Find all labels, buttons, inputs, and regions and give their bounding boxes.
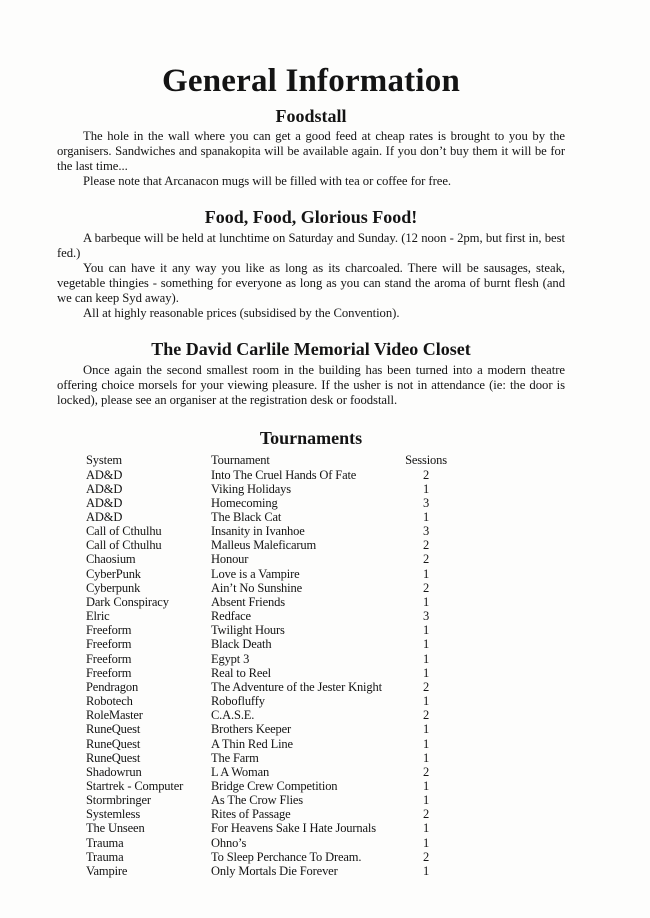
cell-tournament: Honour — [211, 552, 249, 567]
table-row — [57, 496, 565, 510]
table-row — [57, 836, 565, 850]
cell-tournament: Robofluffy — [211, 694, 265, 709]
column-header-system: System — [86, 453, 122, 468]
column-header-sessions: Sessions — [405, 453, 447, 468]
cell-sessions: 2 — [422, 679, 430, 694]
cell-tournament: Only Mortals Die Forever — [211, 863, 338, 878]
table-row — [57, 737, 565, 751]
cell-tournament: Black Death — [211, 637, 272, 652]
table-row — [57, 850, 565, 864]
cell-system: Chaosium — [86, 552, 136, 567]
cell-tournament: To Sleep Perchance To Dream. — [211, 849, 362, 864]
cell-tournament: Bridge Crew Competition — [211, 778, 338, 793]
tournaments-table — [57, 453, 565, 878]
paragraph: You can have it any way you like as long as its charcoaled. There will be sausages, steak, vegetable thingies - something for everyone as long as you can stand the aroma of burnt flesh (and we can keep Syd away). — [57, 261, 565, 306]
cell-sessions: 1 — [422, 750, 430, 765]
cell-system: Call of Cthulhu — [86, 524, 162, 539]
cell-system: Systemless — [86, 807, 141, 822]
cell-sessions: 3 — [422, 524, 430, 539]
cell-sessions: 1 — [422, 863, 430, 878]
table-header-row — [57, 453, 565, 467]
cell-tournament: Insanity in Ivanhoe — [211, 524, 305, 539]
table-row — [57, 468, 565, 482]
table-row — [57, 552, 565, 566]
table-body — [57, 468, 565, 879]
cell-sessions: 1 — [422, 778, 430, 793]
cell-sessions: 3 — [422, 495, 430, 510]
cell-sessions: 1 — [422, 835, 430, 850]
cell-sessions: 3 — [422, 609, 430, 624]
cell-sessions: 2 — [422, 849, 430, 864]
cell-tournament: Absent Friends — [211, 594, 285, 609]
cell-system: Pendragon — [86, 679, 139, 694]
cell-tournament: Malleus Maleficarum — [211, 538, 317, 553]
cell-sessions: 2 — [422, 580, 430, 595]
cell-system: Startrek - Computer — [86, 778, 184, 793]
column-header-tournament: Tournament — [211, 453, 270, 468]
table-row — [57, 567, 565, 581]
cell-sessions: 1 — [422, 481, 430, 496]
section-heading: The David Carlile Memorial Video Closet — [151, 339, 471, 360]
cell-sessions: 1 — [422, 594, 430, 609]
cell-sessions: 1 — [422, 637, 430, 652]
cell-tournament: As The Crow Flies — [211, 793, 304, 808]
cell-system: RuneQuest — [86, 736, 141, 751]
section-paragraphs — [57, 129, 565, 189]
cell-tournament: Rites of Passage — [211, 807, 291, 822]
cell-system: Shadowrun — [86, 764, 142, 779]
section-paragraphs — [57, 231, 565, 321]
table-row — [57, 807, 565, 821]
page-content — [57, 0, 565, 878]
cell-system: Robotech — [86, 694, 133, 709]
table-row — [57, 708, 565, 722]
section-paragraphs — [57, 363, 565, 408]
cell-system: CyberPunk — [86, 566, 141, 581]
cell-sessions: 2 — [422, 764, 430, 779]
cell-system: Vampire — [86, 863, 128, 878]
table-row — [57, 864, 565, 878]
section-heading: Foodstall — [275, 105, 347, 126]
cell-system: Stormbringer — [86, 793, 151, 808]
cell-tournament: Twilight Hours — [211, 623, 285, 638]
cell-tournament: For Heavens Sake I Hate Journals — [211, 821, 376, 836]
cell-system: RuneQuest — [86, 750, 141, 765]
cell-sessions: 1 — [422, 623, 430, 638]
table-row — [57, 609, 565, 623]
cell-system: Call of Cthulhu — [86, 538, 162, 553]
cell-tournament: C.A.S.E. — [211, 708, 255, 723]
table-row — [57, 694, 565, 708]
cell-system: The Unseen — [86, 821, 145, 836]
cell-system: AD&D — [86, 481, 123, 496]
cell-tournament: The Farm — [211, 750, 259, 765]
paragraph: The hole in the wall where you can get a good feed at cheap rates is brought to you by the organisers. Sandwiches and spanakopita will be available again. If you don’t buy them it will be for the last time... — [57, 129, 565, 174]
cell-system: AD&D — [86, 467, 123, 482]
cell-tournament: The Adventure of the Jester Knight — [211, 679, 382, 694]
text-section — [57, 106, 565, 190]
cell-sessions: 1 — [422, 821, 430, 836]
table-row — [57, 765, 565, 779]
table-row — [57, 482, 565, 496]
table-row — [57, 623, 565, 637]
cell-sessions: 2 — [422, 552, 430, 567]
paragraph: All at highly reasonable prices (subsidised by the Convention). — [83, 306, 400, 321]
cell-system: Cyberpunk — [86, 580, 141, 595]
cell-tournament: A Thin Red Line — [211, 736, 293, 751]
table-row — [57, 581, 565, 595]
cell-system: AD&D — [86, 495, 123, 510]
cell-sessions: 2 — [422, 807, 430, 822]
cell-tournament: Brothers Keeper — [211, 722, 292, 737]
text-sections — [57, 106, 565, 408]
table-row — [57, 637, 565, 651]
cell-system: Freeform — [86, 651, 132, 666]
table-row — [57, 821, 565, 835]
section-heading: Food, Food, Glorious Food! — [204, 207, 418, 228]
table-row — [57, 510, 565, 524]
cell-sessions: 2 — [422, 467, 430, 482]
cell-tournament: L A Woman — [211, 764, 270, 779]
cell-sessions: 1 — [422, 510, 430, 525]
cell-tournament: Real to Reel — [211, 665, 271, 680]
cell-system: Freeform — [86, 665, 132, 680]
cell-sessions: 1 — [422, 793, 430, 808]
table-row — [57, 722, 565, 736]
cell-sessions: 2 — [422, 538, 430, 553]
table-row — [57, 793, 565, 807]
cell-system: Freeform — [86, 623, 132, 638]
cell-tournament: Redface — [211, 609, 251, 624]
cell-system: Dark Conspiracy — [86, 594, 169, 609]
cell-tournament: Into The Cruel Hands Of Fate — [211, 467, 357, 482]
page-title: General Information — [161, 63, 460, 99]
cell-sessions: 1 — [422, 665, 430, 680]
table-row — [57, 652, 565, 666]
cell-tournament: Homecoming — [211, 495, 278, 510]
cell-sessions: 1 — [422, 694, 430, 709]
table-row — [57, 751, 565, 765]
cell-tournament: Ohno’s — [211, 835, 247, 850]
cell-tournament: The Black Cat — [211, 510, 282, 525]
cell-tournament: Ain’t No Sunshine — [211, 580, 302, 595]
cell-system: RuneQuest — [86, 722, 141, 737]
cell-tournament: Love is a Vampire — [211, 566, 300, 581]
text-section — [57, 207, 565, 321]
cell-system: Trauma — [86, 849, 124, 864]
cell-system: AD&D — [86, 510, 123, 525]
cell-system: Trauma — [86, 835, 124, 850]
cell-sessions: 1 — [422, 651, 430, 666]
tournaments-section — [57, 428, 565, 878]
paragraph: Please note that Arcanacon mugs will be filled with tea or coffee for free. — [83, 174, 452, 189]
cell-sessions: 1 — [422, 566, 430, 581]
table-row — [57, 680, 565, 694]
table-row — [57, 595, 565, 609]
table-row — [57, 779, 565, 793]
table-row — [57, 666, 565, 680]
paragraph: A barbeque will be held at lunchtime on Saturday and Sunday. (12 noon - 2pm, but first in, best fed.) — [57, 231, 565, 261]
cell-system: RoleMaster — [86, 708, 143, 723]
cell-system: Freeform — [86, 637, 132, 652]
cell-system: Elric — [86, 609, 110, 624]
cell-sessions: 2 — [422, 708, 430, 723]
text-section — [57, 339, 565, 408]
cell-tournament: Viking Holidays — [211, 481, 291, 496]
cell-sessions: 1 — [422, 722, 430, 737]
cell-sessions: 1 — [422, 736, 430, 751]
tournaments-heading: Tournaments — [259, 427, 363, 448]
table-row — [57, 538, 565, 552]
paragraph: Once again the second smallest room in the building has been turned into a modern theatre offering choice morsels for your viewing pleasure. If the usher is not in attendance (ie: the door is locked), please see an organiser at the registration desk or foodstall. — [57, 362, 565, 407]
table-row — [57, 524, 565, 538]
cell-tournament: Egypt 3 — [211, 651, 250, 666]
